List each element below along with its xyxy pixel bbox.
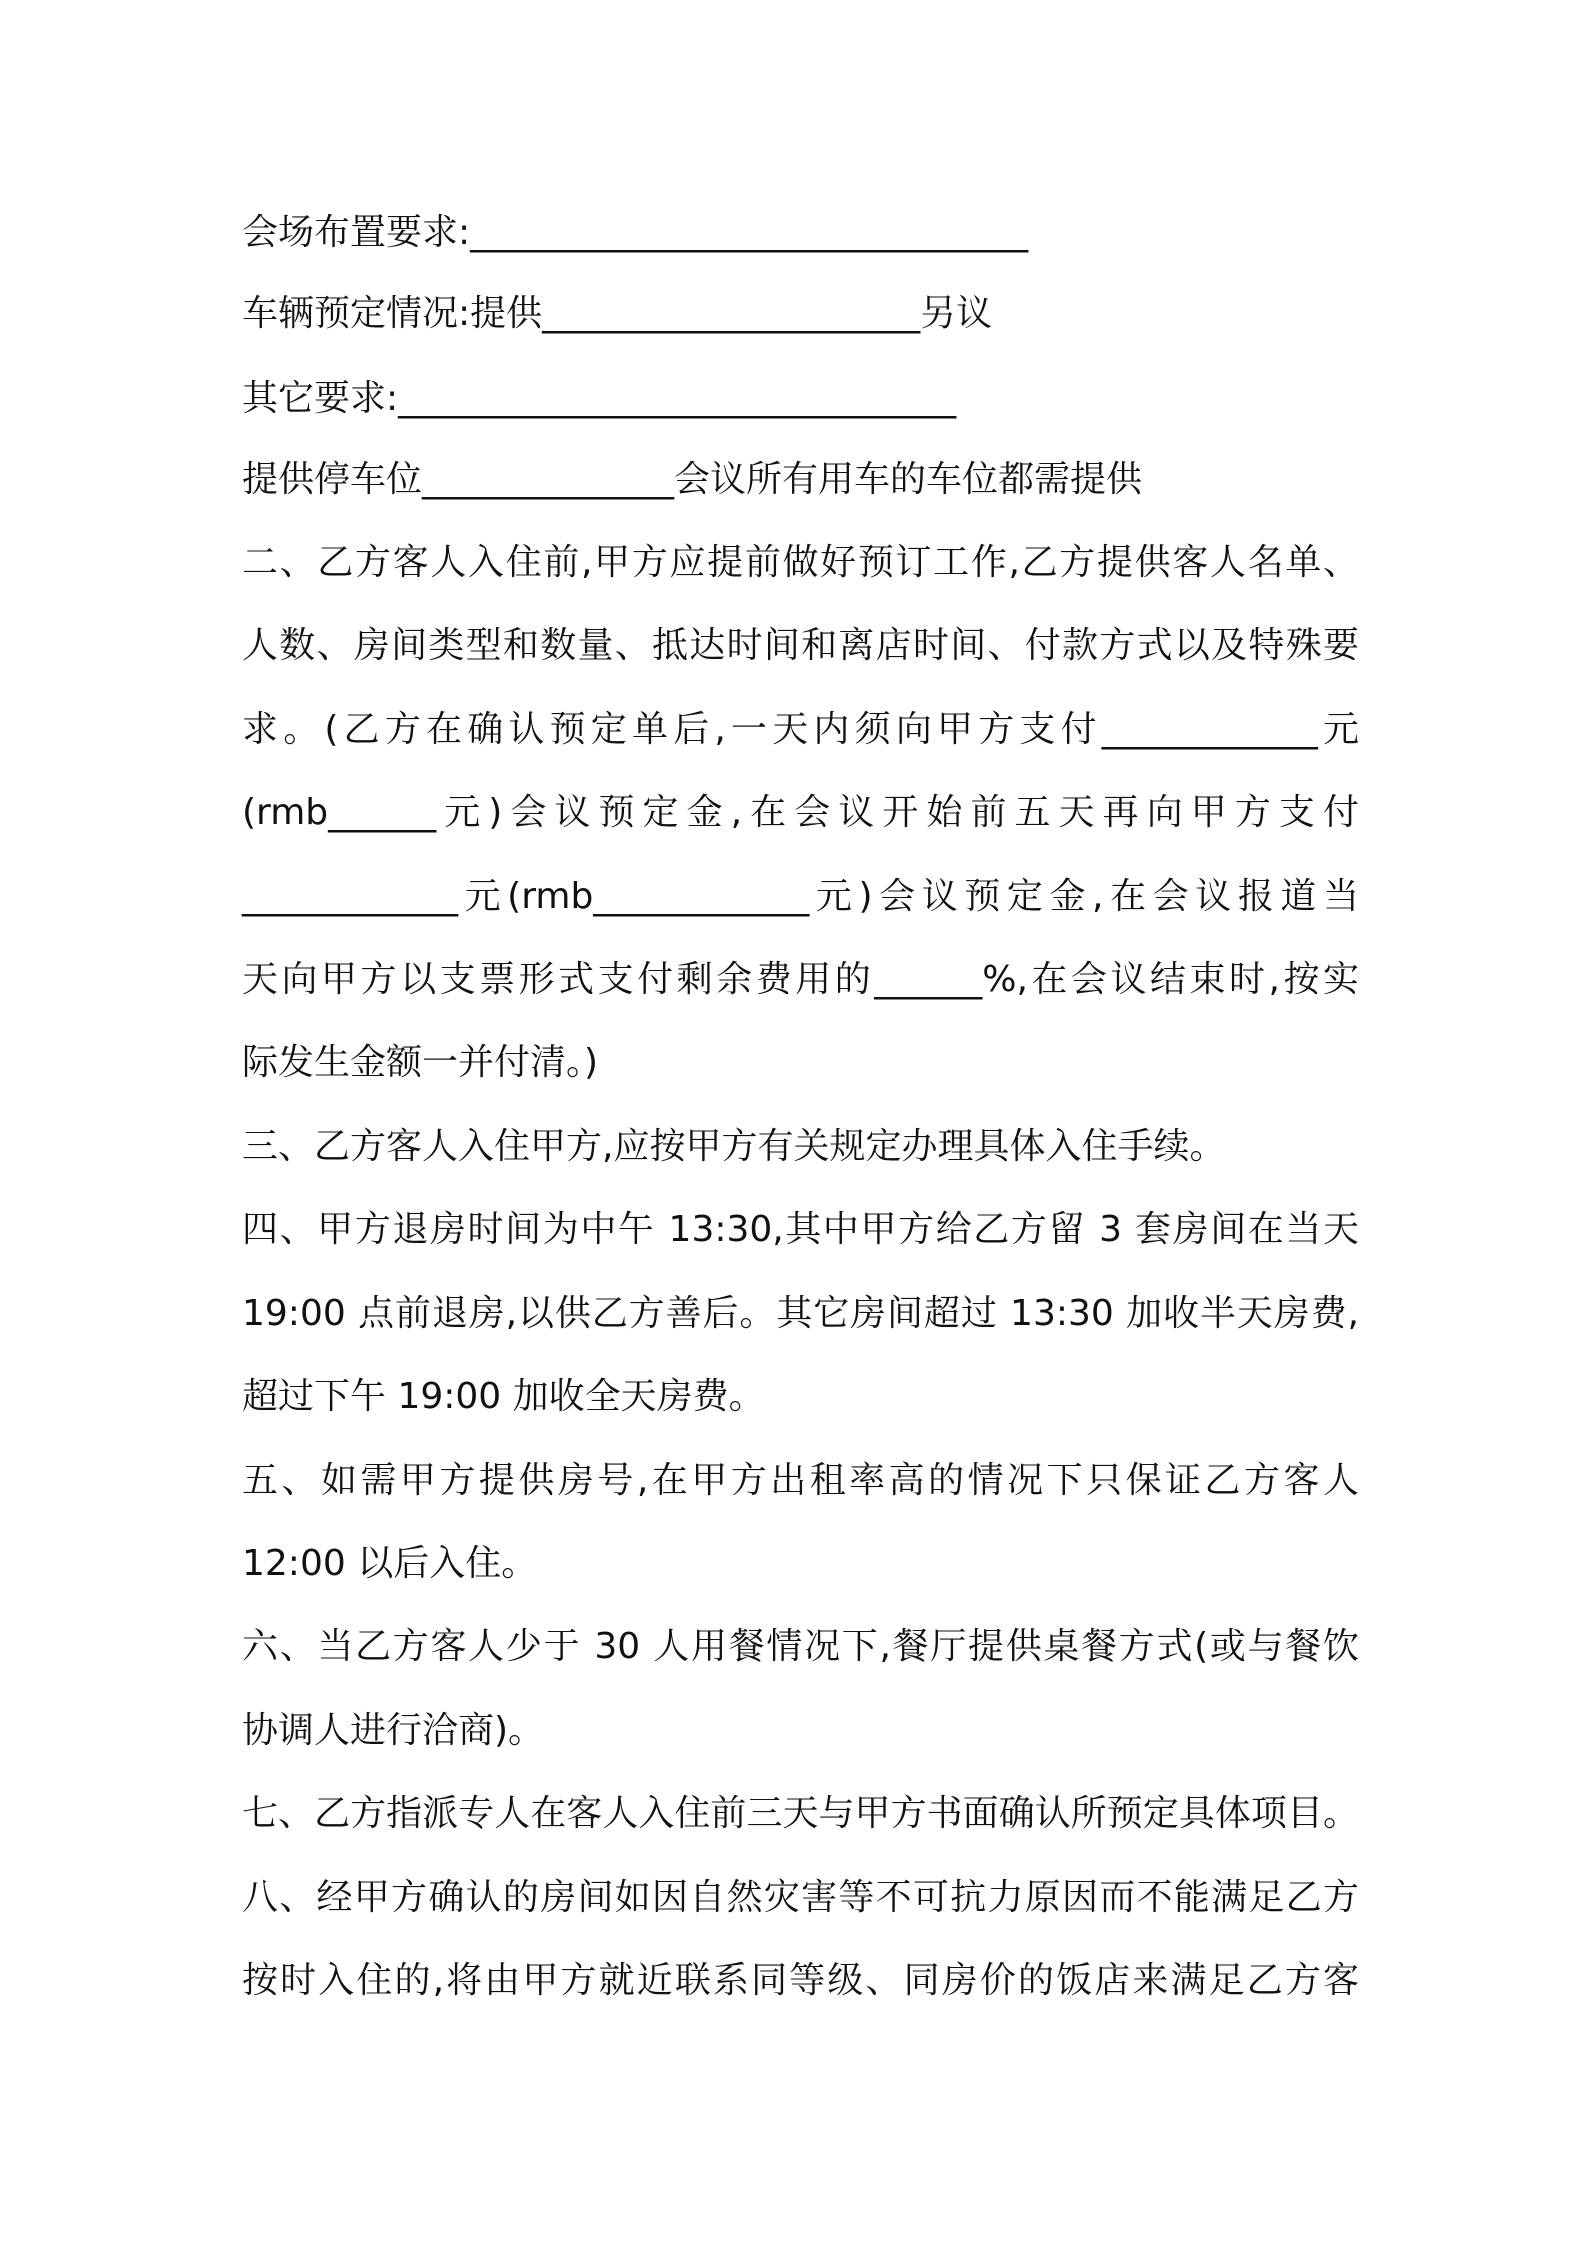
vehicle-booking-line: 车辆预定情况:提供_____________________另议 bbox=[242, 293, 993, 334]
clause-2-line-2: 人数、房间类型和数量、抵达时间和离店时间、付款方式以及特殊要 bbox=[242, 625, 1359, 666]
clause-4-line-2: 19:00 点前退房,以供乙方善后。其它房间超过 13:30 加收半天房费, bbox=[242, 1293, 1359, 1334]
clause-6-line-1: 六、当乙方客人少于 30 人用餐情况下,餐厅提供桌餐方式(或与餐饮 bbox=[242, 1626, 1359, 1667]
parking-line: 提供停车位______________会议所有用车的车位都需提供 bbox=[242, 459, 1143, 500]
clause-2-line-1: 二、乙方客人入住前,甲方应提前做好预订工作,乙方提供客人名单、 bbox=[242, 542, 1359, 583]
clause-2-line-3: 求。(乙方在确认预定单后,一天内须向甲方支付____________元 bbox=[242, 709, 1359, 750]
clause-2-line-5: ____________元(rmb____________元)会议预定金,在会议报道当 bbox=[242, 876, 1359, 917]
clause-8-line-2: 按时入住的,将由甲方就近联系同等级、同房价的饭店来满足乙方客 bbox=[242, 1960, 1359, 2001]
venue-layout-requirement-line: 会场布置要求:_______________________________ bbox=[242, 212, 1029, 253]
clause-2-line-7: 际发生金额一并付清。) bbox=[242, 1042, 599, 1083]
clause-8-line-1: 八、经甲方确认的房间如因自然灾害等不可抗力原因而不能满足乙方 bbox=[242, 1877, 1359, 1918]
clause-6-line-2: 协调人进行洽商)。 bbox=[242, 1710, 545, 1751]
clause-5-line-2: 12:00 以后入住。 bbox=[242, 1543, 538, 1584]
clause-2-line-6: 天向甲方以支票形式支付剩余费用的______%,在会议结束时,按实 bbox=[242, 959, 1359, 1000]
clause-5-line-1: 五、如需甲方提供房号,在甲方出租率高的情况下只保证乙方客人 bbox=[242, 1460, 1359, 1501]
clause-4-line-3: 超过下午 19:00 加收全天房费。 bbox=[242, 1376, 765, 1417]
other-requirements-line: 其它要求:_______________________________ bbox=[242, 378, 957, 419]
clause-7-line-1: 七、乙方指派专人在客人入住前三天与甲方书面确认所预定具体项目。 bbox=[242, 1793, 1359, 1834]
clause-3-line-1: 三、乙方客人入住甲方,应按甲方有关规定办理具体入住手续。 bbox=[242, 1126, 1226, 1167]
clause-2-line-4: (rmb______元)会议预定金,在会议开始前五天再向甲方支付 bbox=[242, 792, 1359, 833]
clause-4-line-1: 四、甲方退房时间为中午 13:30,其中甲方给乙方留 3 套房间在当天 bbox=[242, 1209, 1359, 1250]
